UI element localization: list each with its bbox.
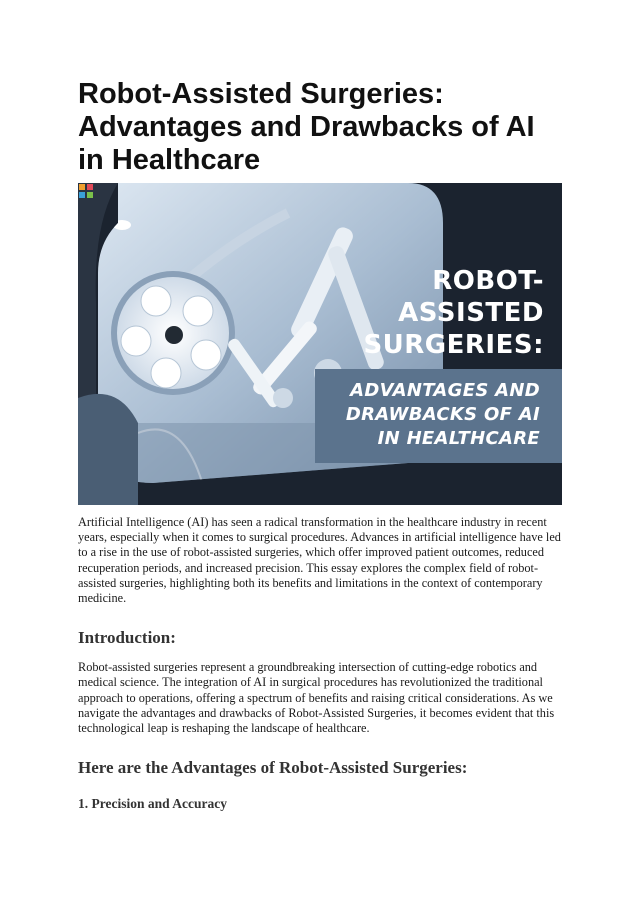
- hero-subheadline-line: DRAWBACKS OF AI: [345, 404, 540, 425]
- hero-headline-line: ASSISTED: [398, 298, 544, 328]
- hero-headline-line: SURGERIES:: [363, 330, 544, 360]
- section-heading-introduction: Introduction:: [78, 628, 176, 648]
- intro-paragraph: Artificial Intelligence (AI) has seen a radical transformation in the healthcare industry in recent years, especially when it comes to surgical procedures. Advances in artificial intelligence have led to a rise in the use of robot-assisted surgeries, which offer improved patient outcomes, reduced recuperation periods, and increased precision. This essay explores the complex field of robot-assisted surgeries, highlighting both its benefits and limitations in the context of contemporary medicine.: [78, 515, 561, 606]
- hero-headline: [304, 265, 544, 361]
- introduction-paragraph: Robot-assisted surgeries represent a groundbreaking intersection of cutting-edge robotics and medical science. The integration of AI in surgical procedures has revolutionized the traditional approach to operations, offering a spectrum of benefits and raising critical considerations. As we navigate the advantages and drawbacks of Robot-Assisted Surgeries, it becomes evident that this technological leap is reshaping the landscape of healthcare.: [78, 660, 555, 736]
- hero-subheadline-line: ADVANTAGES AND: [350, 380, 540, 401]
- hero-subheadline: [300, 379, 540, 451]
- hero-image: [78, 183, 562, 505]
- section-heading-advantages: Here are the Advantages of Robot-Assisted Surgeries:: [78, 758, 468, 778]
- page-title: Robot-Assisted Surgeries: Advantages and Drawbacks of AI in Healthcare: [78, 78, 535, 176]
- hero-headline-line: ROBOT-: [432, 266, 544, 296]
- article: [78, 78, 562, 812]
- brand-logo-icon: [78, 183, 94, 199]
- hero-subheadline-line: IN HEALTHCARE: [377, 428, 540, 449]
- subheading-precision: 1. Precision and Accuracy: [78, 796, 227, 812]
